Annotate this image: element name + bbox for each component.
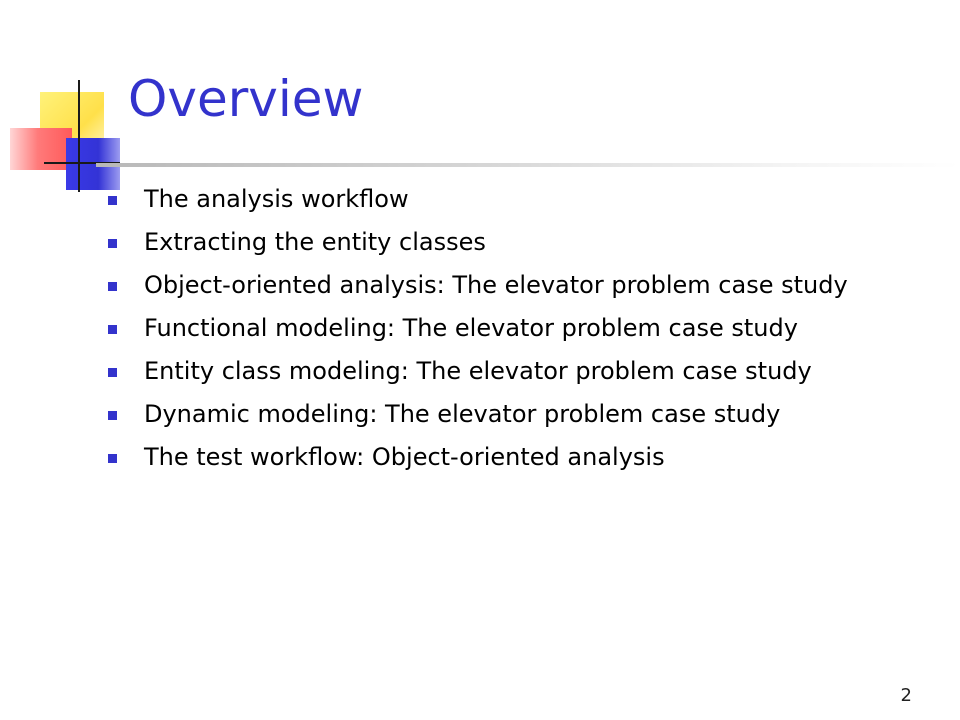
bullet-item	[104, 227, 934, 258]
bullet-square-icon	[108, 454, 117, 463]
bullet-item	[104, 399, 934, 430]
bullet-item	[104, 184, 934, 215]
bullet-text: The test workflow: Object-oriented analysis	[144, 443, 665, 471]
vertical-line-decoration	[78, 80, 80, 192]
bullet-item	[104, 270, 934, 301]
page-number: 2	[900, 685, 912, 706]
bullet-square-icon	[108, 368, 117, 377]
slide-title: Overview	[128, 70, 364, 128]
corner-decoration	[0, 0, 140, 200]
bullet-square-icon	[108, 196, 117, 205]
bullet-square-icon	[108, 282, 117, 291]
bullet-text: Dynamic modeling: The elevator problem case study	[144, 400, 781, 428]
bullet-square-icon	[108, 411, 117, 420]
bullet-item	[104, 442, 934, 473]
bullet-square-icon	[108, 325, 117, 334]
bullet-text: Extracting the entity classes	[144, 228, 486, 256]
bullet-square-icon	[108, 239, 117, 248]
bullet-item	[104, 356, 934, 387]
bullet-item	[104, 313, 934, 344]
bullet-text: The analysis workflow	[144, 185, 409, 213]
bullet-text: Object-oriented analysis: The elevator problem case study	[144, 271, 848, 299]
bullet-text: Functional modeling: The elevator problem case study	[144, 314, 798, 342]
title-underline	[96, 163, 960, 167]
bullet-list	[104, 184, 934, 485]
bullet-text: Entity class modeling: The elevator problem case study	[144, 357, 812, 385]
